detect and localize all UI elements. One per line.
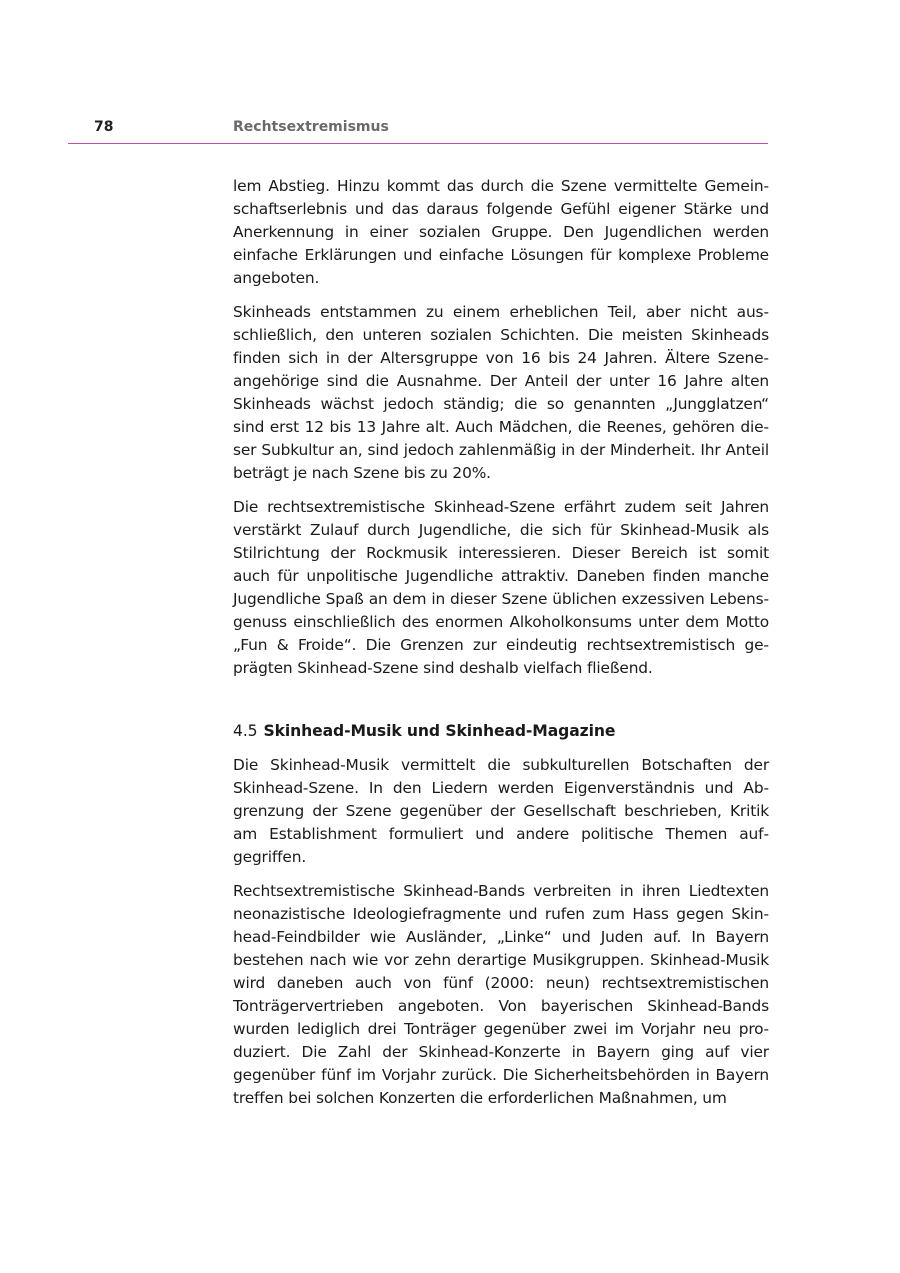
paragraph: Rechtsextremistische Skinhead-Bands verbreiten in ihren Liedtexten neonazistische Ideologiefragmente und rufen zum Hass gegen Skinhead-Feindbilder wie Ausländer, „Linke“ und Juden auf. In Bayern bestehen nach wie vor zehn derartige Musikgruppen. Skinhead-Musik wird daneben auch von fünf (2000: neun) rechtsextremistischen Tonträgervertrieben angeboten. Von bayerischen Skinhead-Bands wurden lediglich drei Tonträger gegenüber zwei im Vorjahr neu produziert. Die Zahl der Skinhead-Konzerte in Bayern ging auf vier gegenüber fünf im Vorjahr zurück. Die Sicherheitsbehörden in Bayern treffen bei solchen Konzerten die erforderlichen Maßnahmen, um — [233, 882, 769, 1107]
section-heading — [233, 720, 769, 743]
page-number: 78 — [94, 119, 114, 135]
paragraph: lem Abstieg. Hinzu kommt das durch die Szene vermittelte Gemeinschaftserlebnis und das daraus folgende Gefühl eigener Stärke und Anerkennung in einer sozialen Gruppe. Den Jugendlichen werden einfache Erklärungen und einfache Lösungen für komplexe Probleme angeboten. — [233, 177, 769, 287]
section-number: 4.5 — [233, 722, 258, 740]
paragraph: Die rechtsextremistische Skinhead-Szene erfährt zudem seit Jahren verstärkt Zulauf durch Jugendliche, die sich für Skinhead-Musik als Stilrichtung der Rockmusik interessieren. Dieser Bereich ist somit auch für unpolitische Jugendliche attraktiv. Daneben finden manche Jugendliche Spaß an dem in dieser Szene üblichen exzessiven Lebensgenuss einschließlich des enormen Alkoholkonsums unter dem Motto „Fun & Froide“. Die Grenzen zur eindeutig rechtsextremistisch geprägten Skinhead-Szene sind deshalb vielfach fließend. — [233, 498, 769, 677]
paragraph: Die Skinhead-Musik vermittelt die subkulturellen Botschaften der Skinhead-Szene. In den Liedern werden Eigenverständnis und Abgrenzung der Szene gegenüber der Gesellschaft beschrieben, Kritik am Establishment formuliert und andere politische Themen aufgegriffen. — [233, 756, 769, 866]
paragraph: Skinheads entstammen zu einem erheblichen Teil, aber nicht ausschließlich, den unteren sozialen Schichten. Die meisten Skinheads finden sich in der Altersgruppe von 16 bis 24 Jahren. Ältere Szeneangehörige sind die Ausnahme. Der Anteil der unter 16 Jahre alten Skinheads wächst jedoch ständig; die so genannten „Jungglatzen“ sind erst 12 bis 13 Jahre alt. Auch Mädchen, die Reenes, gehören dieser Subkultur an, sind jedoch zahlenmäßig in der Minderheit. Ihr Anteil beträgt je nach Szene bis zu 20%. — [233, 303, 769, 482]
page-header — [68, 117, 768, 144]
running-title: Rechtsextremismus — [233, 119, 389, 135]
section-title: Skinhead-Musik und Skinhead-Magazine — [263, 722, 616, 740]
main-text — [233, 175, 769, 1121]
